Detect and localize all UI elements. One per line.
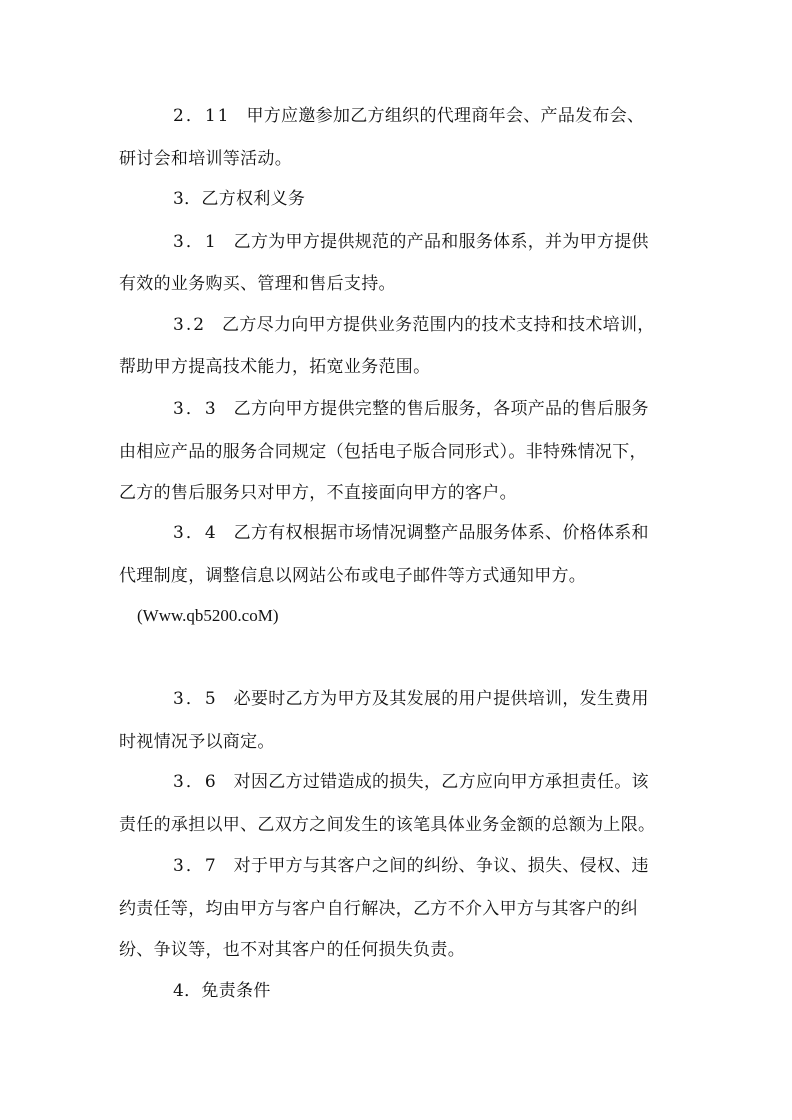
clause-number: 3．1 bbox=[173, 232, 218, 252]
clause-3-6-line-1 bbox=[173, 771, 649, 793]
clause-number: 3．5 bbox=[173, 689, 218, 709]
clause-3-3-line-3: 乙方的售后服务只对甲方，不直接面向甲方的客户。 bbox=[119, 483, 517, 503]
clause-3-7-line-2: 约责任等，均由甲方与客户自行解决，乙方不介入甲方与其客户的纠 bbox=[119, 899, 638, 919]
source-watermark-text: (Www.qb5200.coM) bbox=[137, 606, 279, 625]
section-4-heading: 4．免责条件 bbox=[173, 981, 271, 1001]
clause-text: 乙方有权根据市场情况调整产品服务体系、价格体系和 bbox=[233, 523, 649, 543]
clause-3-1-line-2: 有效的业务购买、管理和售后支持。 bbox=[119, 274, 396, 294]
clause-3-5-line-2: 时视情况予以商定。 bbox=[119, 732, 275, 752]
clause-number: 3．7 bbox=[173, 856, 218, 876]
clause-3-3-line-2: 由相应产品的服务合同规定（包括电子版合同形式）。非特殊情况下， bbox=[119, 442, 647, 462]
clause-2-11-line-1 bbox=[173, 105, 644, 127]
clause-2-11-line-2: 研讨会和培训等活动。 bbox=[119, 149, 292, 169]
section-3-heading: 3．乙方权利义务 bbox=[173, 189, 306, 209]
clause-3-3-line-1 bbox=[173, 398, 649, 420]
clause-number: 3．6 bbox=[173, 772, 218, 792]
clause-text: 乙方尽力向甲方提供业务范围内的技术支持和技术培训， bbox=[222, 315, 655, 335]
clause-text: 对于甲方与其客户之间的纠纷、争议、损失、侵权、违 bbox=[233, 856, 649, 876]
clause-text: 对因乙方过错造成的损失，乙方应向甲方承担责任。该 bbox=[233, 772, 649, 792]
clause-3-7-line-3: 纷、争议等，也不对其客户的任何损失负责。 bbox=[119, 940, 465, 960]
clause-number: 3．3 bbox=[173, 399, 218, 419]
clause-text: 甲方应邀参加乙方组织的代理商年会、产品发布会、 bbox=[246, 106, 645, 126]
clause-number: 3.2 bbox=[173, 315, 207, 335]
clause-3-2-line-2: 帮助甲方提高技术能力，拓宽业务范围。 bbox=[119, 357, 431, 377]
clause-3-5-line-1 bbox=[173, 688, 649, 710]
clause-3-7-line-1 bbox=[173, 855, 649, 877]
clause-3-4-line-2: 代理制度，调整信息以网站公布或电子邮件等方式通知甲方。 bbox=[119, 566, 587, 586]
clause-3-4-line-1 bbox=[173, 522, 649, 544]
clause-3-2-line-1 bbox=[173, 314, 655, 336]
clause-text: 乙方为甲方提供规范的产品和服务体系，并为甲方提供 bbox=[233, 232, 649, 252]
clause-text: 乙方向甲方提供完整的售后服务，各项产品的售后服务 bbox=[233, 399, 649, 419]
clause-3-1-line-1 bbox=[173, 231, 649, 253]
clause-number: 3．4 bbox=[173, 523, 218, 543]
clause-number: 2．11 bbox=[173, 106, 231, 126]
clause-text: 必要时乙方为甲方及其发展的用户提供培训，发生费用 bbox=[233, 689, 649, 709]
clause-3-6-line-2: 责任的承担以甲、乙双方之间发生的该笔具体业务金额的总额为上限。 bbox=[119, 815, 656, 835]
